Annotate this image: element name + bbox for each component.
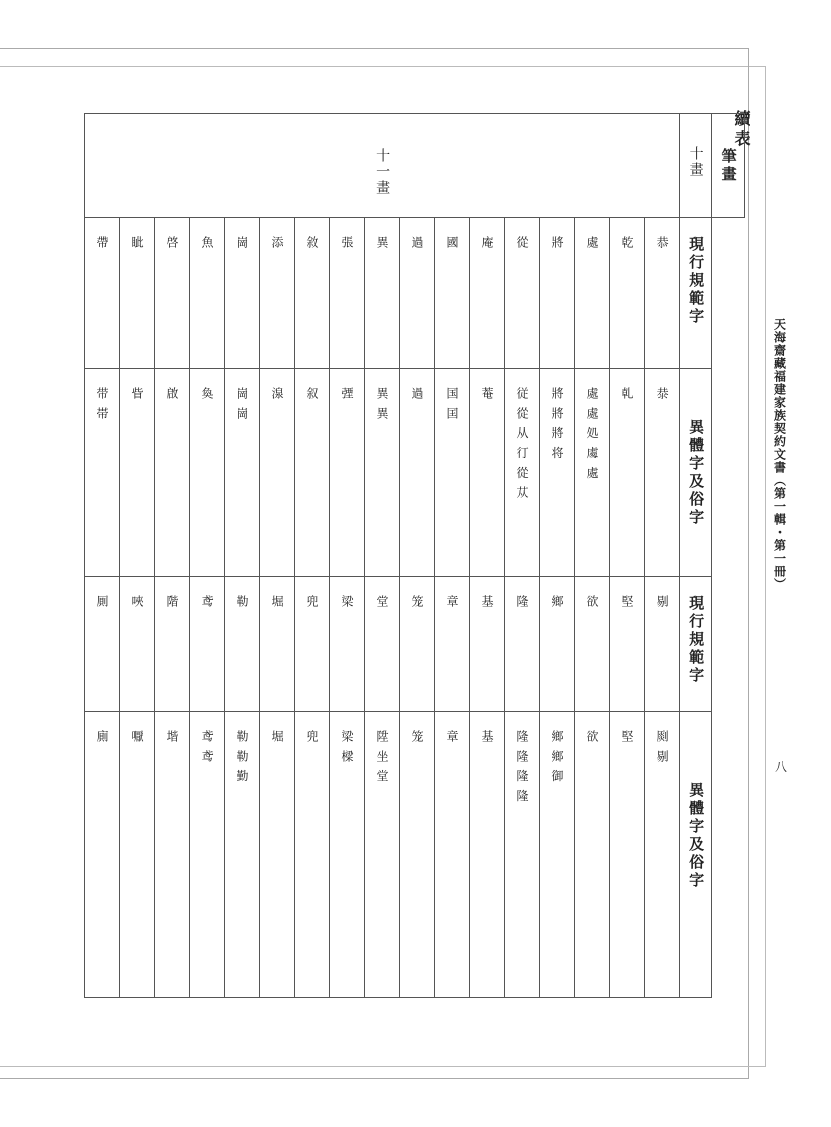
row-15-standard-1: 啓 (155, 218, 190, 369)
row-16-standard-1: 眦 (120, 218, 155, 369)
row-1-variants-1: 㳟 (645, 369, 680, 577)
row-9-standard-2: 堂 (365, 577, 400, 712)
row-17-variants-1: 带 帯 (85, 369, 120, 577)
row-8-variants-2: 笼 (400, 712, 435, 998)
frame-line-inner-top (0, 66, 765, 67)
row-12-standard-1: 添 (260, 218, 295, 369)
row-15-standard-2: 階 (155, 577, 190, 712)
variant-character-table (84, 113, 745, 998)
row-3-variants-1: 處 處 処 䖏 處 (575, 369, 610, 577)
row-2-variants-2: 堅 (610, 712, 645, 998)
row-16-variants-1: 眥 (120, 369, 155, 577)
stroke-group-ten: 十畫 (680, 114, 712, 218)
row-14-standard-2: 鸢 (190, 577, 225, 712)
row-17-standard-2: 厠 (85, 577, 120, 712)
row-14-variants-2: 鸢 鸢 (190, 712, 225, 998)
row-2-standard-2: 堅 (610, 577, 645, 712)
row-8-standard-1: 過 (400, 218, 435, 369)
row-8-variants-1: 過 (400, 369, 435, 577)
frame-line-right (748, 48, 749, 1078)
row-5-standard-1: 從 (505, 218, 540, 369)
header-strokes: 筆畫 (712, 114, 745, 218)
row-13-variants-2: 勒 勒 勤 (225, 712, 260, 998)
row-10-standard-1: 張 (330, 218, 365, 369)
frame-line-inner-bottom (0, 1066, 766, 1067)
row-13-standard-2: 勒 (225, 577, 260, 712)
row-17-standard-1: 帶 (85, 218, 120, 369)
continued-label: 續表 (732, 110, 751, 150)
header-variants-2: 異體字及俗字 (680, 712, 712, 998)
row-10-standard-2: 梁 (330, 577, 365, 712)
row-11-standard-2: 兜 (295, 577, 330, 712)
row-5-variants-1: 従 從 从 㣔 從 苁 (505, 369, 540, 577)
row-14-standard-1: 魚 (190, 218, 225, 369)
running-title: 天海齋藏福建家族契約文書（第一輯・第一冊） (766, 318, 794, 608)
row-9-variants-2: 陞 坐 堂 (365, 712, 400, 998)
row-7-standard-1: 國 (435, 218, 470, 369)
frame-line-top (0, 48, 748, 49)
row-5-standard-2: 隆 (505, 577, 540, 712)
row-9-variants-1: 異 異 (365, 369, 400, 577)
row-9-standard-1: 異 (365, 218, 400, 369)
row-11-standard-1: 敘 (295, 218, 330, 369)
row-7-standard-2: 章 (435, 577, 470, 712)
row-10-variants-2: 梁 樑 (330, 712, 365, 998)
row-12-variants-1: 湶 (260, 369, 295, 577)
row-6-variants-2: 基 (470, 712, 505, 998)
row-11-variants-2: 兜 (295, 712, 330, 998)
row-13-variants-1: 崗 崗 (225, 369, 260, 577)
row-2-standard-1: 乾 (610, 218, 645, 369)
row-12-variants-2: 堀 (260, 712, 295, 998)
row-16-standard-2: 唊 (120, 577, 155, 712)
row-16-variants-2: 嚈 (120, 712, 155, 998)
row-1-variants-2: 㓹 剔 (645, 712, 680, 998)
row-8-standard-2: 笼 (400, 577, 435, 712)
header-standard-2: 現行規範字 (680, 577, 712, 712)
row-14-variants-1: 奐 (190, 369, 225, 577)
row-15-variants-2: 堦 (155, 712, 190, 998)
row-4-standard-2: 鄉 (540, 577, 575, 712)
row-1-standard-1: 恭 (645, 218, 680, 369)
row-17-variants-2: 廁 (85, 712, 120, 998)
row-15-variants-1: 啟 (155, 369, 190, 577)
row-6-standard-1: 庵 (470, 218, 505, 369)
row-4-standard-1: 將 (540, 218, 575, 369)
header-standard-1: 現行規範字 (680, 218, 712, 369)
row-6-variants-1: 菴 (470, 369, 505, 577)
row-7-variants-2: 章 (435, 712, 470, 998)
row-4-variants-1: 將 將 將 将 (540, 369, 575, 577)
stroke-group-eleven: 十一畫 (85, 114, 680, 218)
row-5-variants-2: 隆 隆 隆 隆 (505, 712, 540, 998)
row-7-variants-1: 国 囯 (435, 369, 470, 577)
row-10-variants-1: 㢾 (330, 369, 365, 577)
row-11-variants-1: 叙 (295, 369, 330, 577)
row-3-variants-2: 欲 (575, 712, 610, 998)
row-13-standard-1: 崗 (225, 218, 260, 369)
row-2-variants-1: 乹 (610, 369, 645, 577)
row-3-standard-2: 欲 (575, 577, 610, 712)
row-12-standard-2: 堀 (260, 577, 295, 712)
header-variants-1: 異體字及俗字 (680, 369, 712, 577)
page-number: 八 (770, 758, 792, 775)
row-6-standard-2: 基 (470, 577, 505, 712)
frame-line-bottom (0, 1078, 749, 1079)
row-1-standard-2: 剔 (645, 577, 680, 712)
row-4-variants-2: 鄉 鄉 御 (540, 712, 575, 998)
row-3-standard-1: 處 (575, 218, 610, 369)
